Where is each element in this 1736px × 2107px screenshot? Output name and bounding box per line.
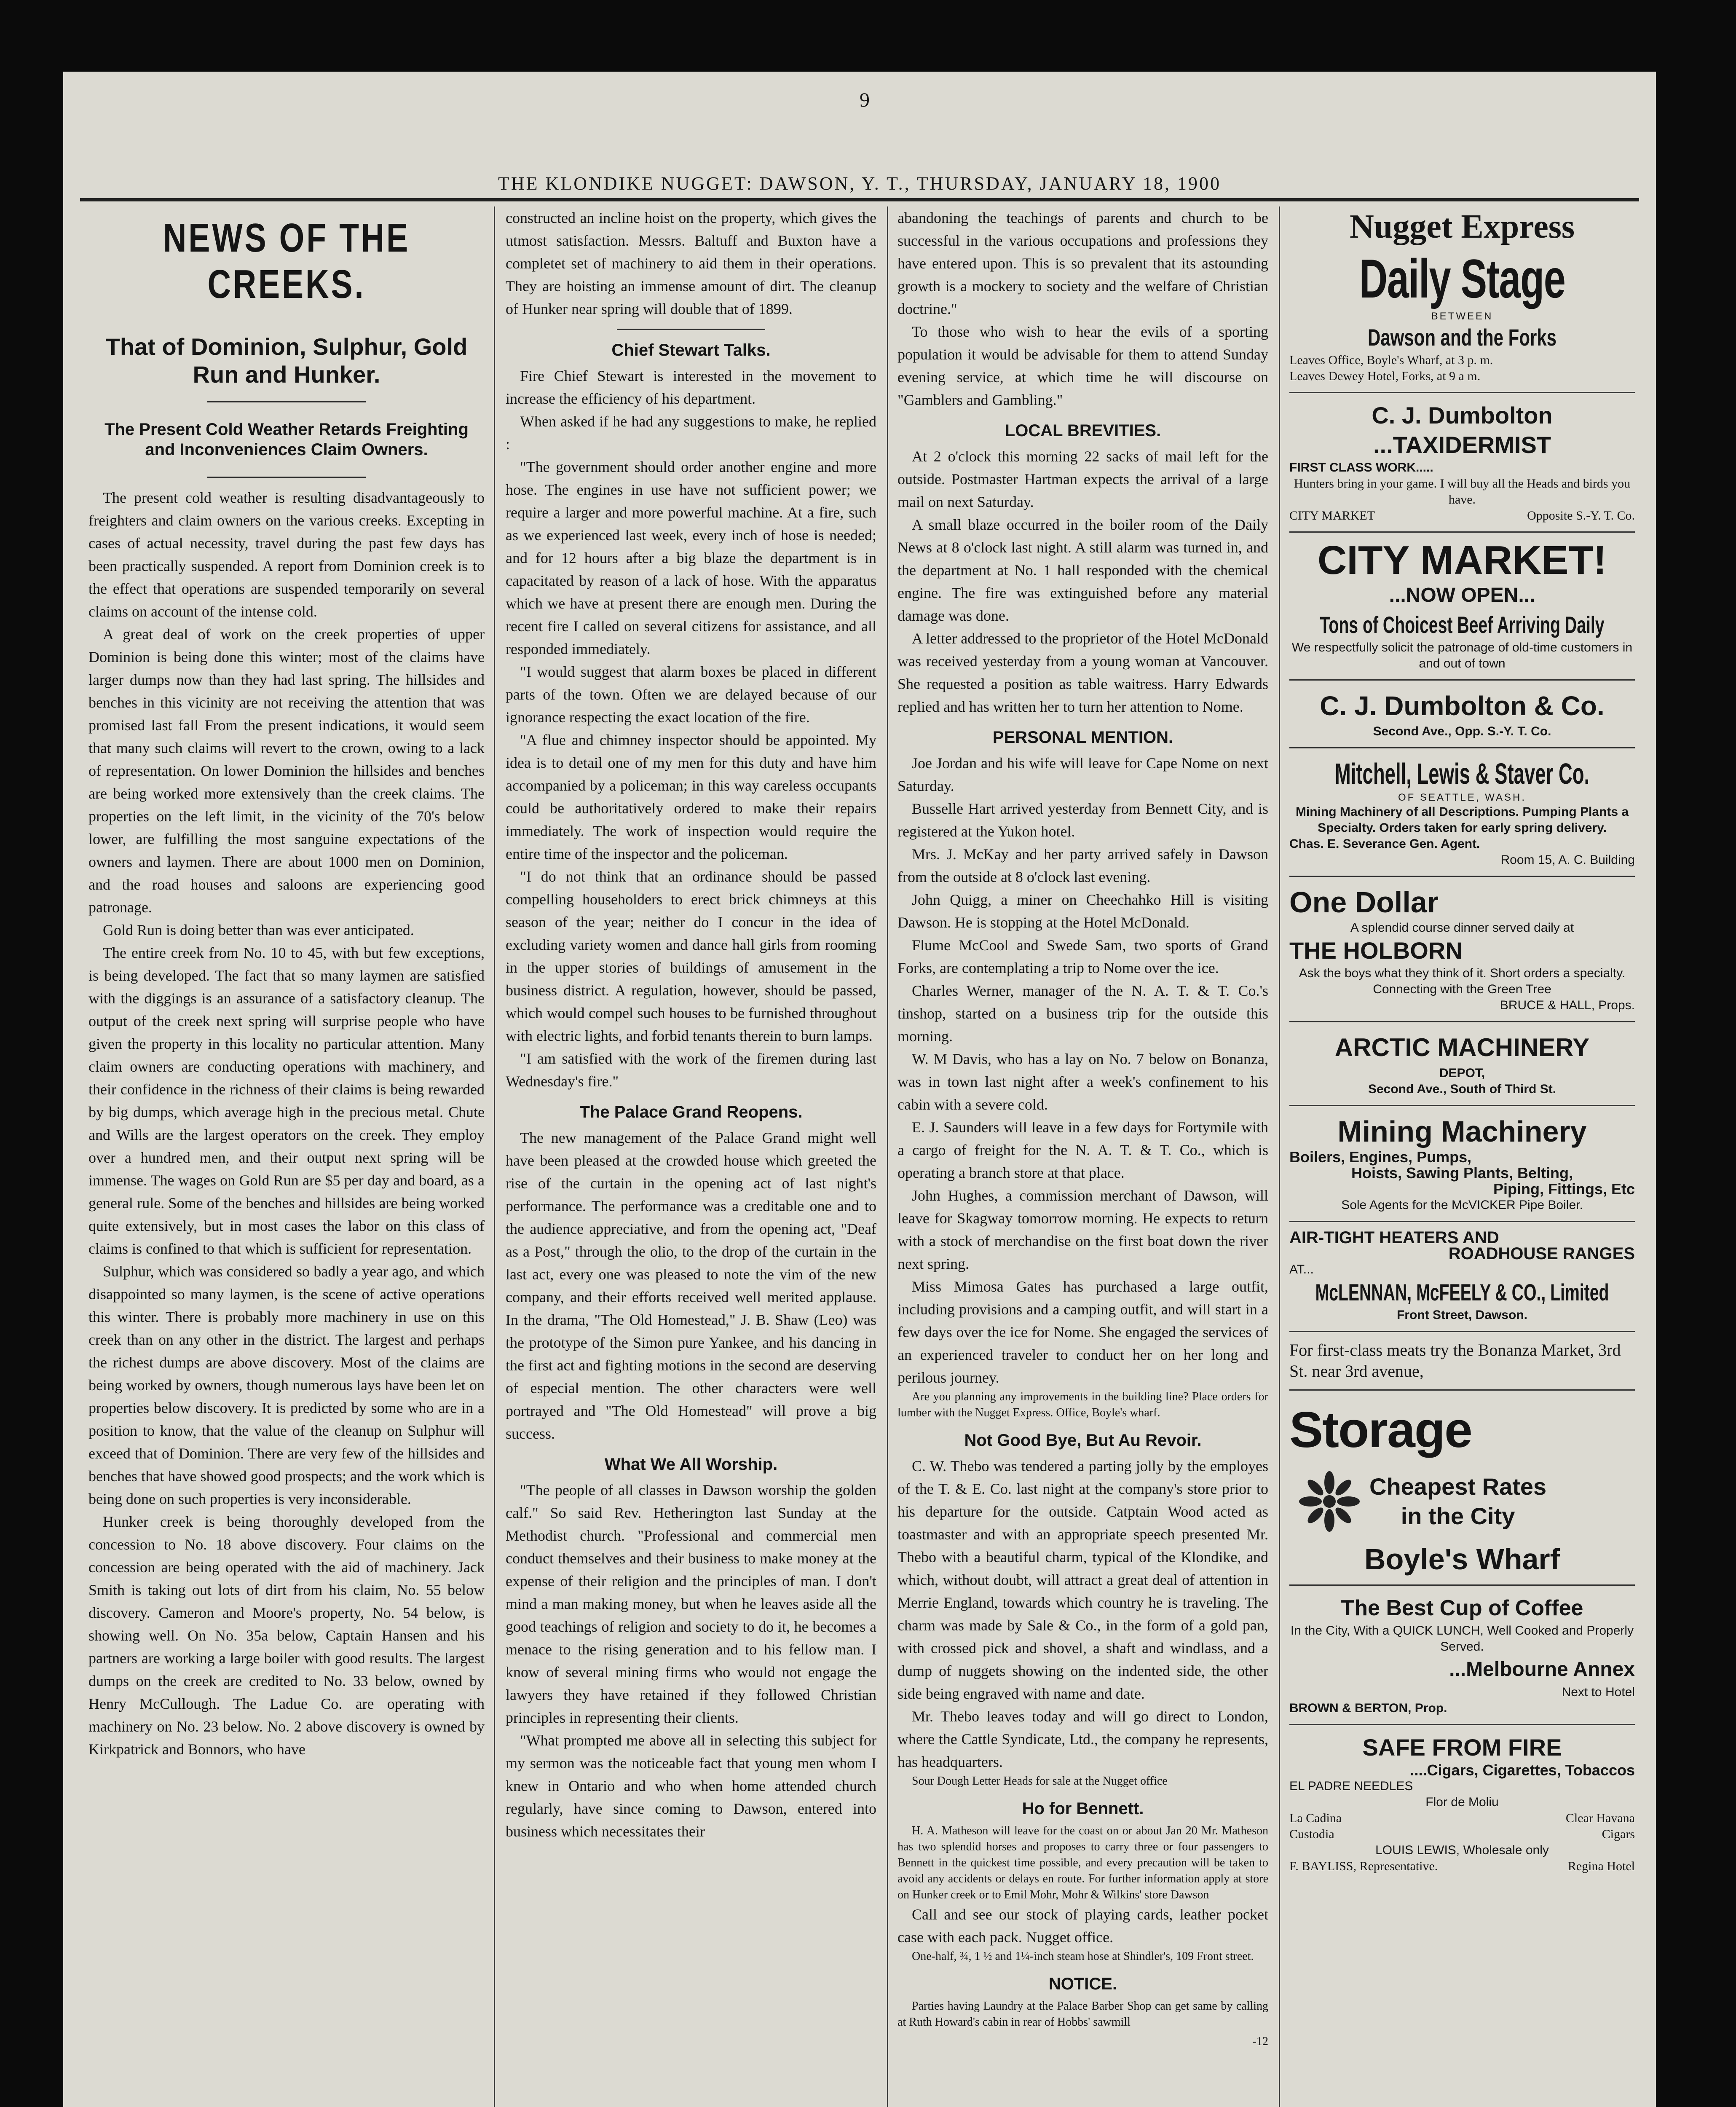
ad-respectfully: We respectfully solicit the patronage of old-time customers in and out of town [1291, 641, 1633, 670]
article-paragraph: The present cold weather is resulting disadvantageously to freighters and claim owners on the various creeks. Excepting in cases of actual necessity, travel during the past few days has been practically suspended. A report from Dominion creek is to the effect that operations are suspended temporarily on several claims on account of the intense cold. [88, 489, 485, 620]
divider [1289, 1221, 1635, 1222]
ad-opposite: Opposite S.-Y. T. Co. [1527, 509, 1635, 523]
small-ad: Sour Dough Letter Heads for sale at the Nugget office [912, 1775, 1168, 1788]
ad-mclennan: McLENNAN, McFEELY & CO., Limited [1315, 1279, 1609, 1305]
article-paragraph: A small blaze occurred in the boiler room of the Daily News at 8 o'clock last night. A still alarm was turned in, and the department at No. 1 hall responded with the chemical engine. The fire was extinguished before any material damage was done. [897, 516, 1268, 624]
article-paragraph: A letter addressed to the proprietor of the Hotel McDonald was received yesterday from a young woman at Vancouver. She requested a position as table waitress. Harry Edwards replied and has written her to turn her attention to Nome. [897, 630, 1268, 715]
divider [1289, 392, 1635, 393]
article-paragraph: Sulphur, which was considered so badly a year ago, and which disappointed so many laymen, is the scene of active operations this winter. There is probably more machinery in use on this creek than on any other in the district. The largest and perhaps the richest dumps are above discovery. Most of the claims are being worked by owners, though numerous lays have been let on properties below discovery. It is predicted by some who are in a position to know, that the value of the cleanup on Sulphur will exceed that of Dominion. There are very few of the hillsides and benches that have showed good prospects; and the work which is being done on such properties is very inconsiderable. [88, 1263, 485, 1507]
small-ad: One-half, ¾, 1 ½ and 1¼-inch steam hose at Shindler's, 109 Front street. [912, 1950, 1254, 1963]
ad-leaves-2: Leaves Dewey Hotel, Forks, at 9 a m. [1289, 369, 1481, 383]
ad-hunters: Hunters bring in your game. I will buy all the Heads and birds you have. [1294, 477, 1631, 507]
article-paragraph: Busselle Hart arrived yesterday from Bennett City, and is registered at the Yukon hotel. [897, 800, 1268, 840]
article-paragraph: "The government should order another engine and more hose. The engines in use have not sufficient power; we require a larger and more powerful machine. At a fire, such as we experienced last week, every inch of hose is needed; and for 12 hours after a big blaze the department is in capacitated by reason of a lack of hose. With the apparatus which we have at present there are enough men. During the recent fire I called on several citizens for assistance, and all responded immediately. [506, 458, 876, 657]
ad-city-market: CITY MARKET! [1317, 538, 1607, 583]
column-rule [887, 206, 888, 2107]
small-ad-text: H. A. Matheson will leave for the coast on or about Jan 20 Mr. Matheson has two splendid horses and proposes to carry three or four passengers to Bennett in the quickest time possible, and every precaution will be taken to avoid any accidents or delays en route. For further information apply at store on Hunker creek or to Emil Mohr, Mohr & Wilkins' store Dawson [897, 1824, 1268, 1901]
ad-la-cadina: La Cadina [1289, 1811, 1342, 1825]
subheading: What We All Worship. [604, 1455, 778, 1474]
divider [1289, 1105, 1635, 1106]
ad-second-ave: Second Ave., Opp. S.-Y. T. Co. [1373, 724, 1551, 738]
article-paragraph: At 2 o'clock this morning 22 sacks of mail left for the outside. Postmaster Hartman expects the arrival of a large mail on next Saturday. [897, 448, 1268, 510]
ad-front-street: Front Street, Dawson. [1396, 1308, 1528, 1322]
ad-in-the-city: in the City [1401, 1503, 1515, 1529]
flower-ornament-icon [1298, 1470, 1361, 1533]
ad-piping: Piping, Fittings, Etc [1493, 1180, 1635, 1198]
ad-daily-stage: Daily Stage [1359, 248, 1565, 309]
article-paragraph: W. M Davis, who has a lay on No. 7 below on Bonanza, was in town last night after a week's confinement to his cabin with a severe cold. [897, 1051, 1268, 1113]
ad-mining-machinery-text: Mining Machinery of all Descriptions. Pumping Plants a Specialty. Orders taken for early spring delivery. [1295, 805, 1629, 835]
article-paragraph: Flume McCool and Swede Sam, two sports of Grand Forks, are contemplating a trip to Nome over the ice. [897, 937, 1268, 976]
ad-cigar-brands [1289, 1810, 1635, 1826]
column-rule [494, 206, 495, 2107]
ad-regina: Regina Hotel [1567, 1859, 1635, 1873]
article-paragraph: "A flue and chimney inspector should be appointed. My idea is to detail one of my men for this duty and have him accompanied by a policeman; in this way careless occupants could be authoritatively ordered to make their repairs immediately. The work of inspection would require the entire time of the inspector and the policeman. [506, 732, 876, 862]
ad-room: Room 15, A. C. Building [1500, 853, 1635, 867]
subheading: Chief Stewart Talks. [611, 341, 771, 359]
masthead-rule [80, 198, 1639, 201]
notice-title: NOTICE. [1048, 1975, 1117, 1993]
ad-boyles-wharf: Boyle's Wharf [1364, 1543, 1560, 1576]
ad-custodia: Custodia [1289, 1827, 1334, 1841]
divider [1289, 531, 1635, 533]
article-paragraph: abandoning the teachings of parents and church to be successful in the various occupations and professions they have entered upon. This is so prevalent that its astounding growth is a mockery to society and the welfare of Christian doctrine." [897, 209, 1268, 317]
ad-brown-berton: BROWN & BERTON, Prop. [1289, 1701, 1447, 1715]
subheading: PERSONAL MENTION. [992, 728, 1173, 747]
ad-cigars-2: Cigars [1602, 1827, 1635, 1841]
ad-arctic-machinery: ARCTIC MACHINERY [1334, 1033, 1590, 1062]
ad-holborn: THE HOLBORN [1289, 937, 1463, 964]
article-paragraph: "The people of all classes in Dawson worship the golden calf." So said Rev. Hetherington last Sunday at the Methodist church. "Professional and commercial men conduct themselves and their business to make money at the expense of their religion and the principles of man. I don't mind a man making money, but when he leaves aside all the good teachings of religion and society to do it, he becomes a menace to the rising generation and to his fellow man. I know of several mining firms who would not engage the lawyers they have retained if they followed Christian principles in representing their clients. [506, 1482, 876, 1726]
page-number: 9 [860, 89, 870, 111]
ad-bruce-hall: BRUCE & HALL, Props. [1500, 998, 1635, 1012]
ad-melbourne-annex: ...Melbourne Annex [1449, 1658, 1635, 1681]
subheading: The Palace Grand Reopens. [579, 1103, 803, 1121]
article-paragraph: A great deal of work on the creek properties of upper Dominion is being done this winter; most of the claims have larger dumps now than they had last spring. The hillsides and benches in this vicinity are not receiving the attention that was promised last fall From the present indications, it would seem that many such claims will revert to the crown, owing to a lack of representation. On lower Dominion the hillsides and benches are being worked more extensively than the creek claims. The properties on the left limit, in the vicinity of the 70's below lower, are fulfilling the most sanguine expectations of the owners and laymen. There are about 1000 men on Dominion, and the road houses and saloons are experiencing good patronage. [88, 626, 485, 916]
notice-ref: -12 [1252, 2035, 1268, 2048]
ad-bonanza-market: For first-class meats try the Bonanza Market, 3rd St. near 3rd avenue, [1289, 1340, 1621, 1381]
ad-storage: Storage [1289, 1402, 1472, 1458]
article-paragraph: C. W. Thebo was tendered a parting jolly by the employes of the T. & E. Co. last night at the company's store prior to his departure for the outside. Catptain Wood acted as toastmaster and with an appropriate speech presented Mr. Thebo with a beautiful charm, typical of the Klondike, and which, without doubt, will attract a great deal of attention in Merrie England, towards which country he is traveling. The charm was made by Sale & Co., in the form of a gold pan, with crossed pick and shovel, a shaft and windlass, and a dump of nuggets showing on the indented side, the other side being engraved with name and date. [897, 1458, 1268, 1702]
ad-of-seattle: OF SEATTLE, WASH. [1398, 792, 1527, 803]
small-notice: Are you planning any improvements in the building line? Place orders for lumber with the Nugget Express. Office, Boyle's wharf. [897, 1390, 1268, 1419]
article-paragraph: "I would suggest that alarm boxes be placed in different parts of the town. Often we are delayed because of our ignorance respecting the exact location of the fire. [506, 663, 876, 726]
column-1 [88, 206, 485, 2107]
divider [1289, 876, 1635, 877]
ad-el-padre: EL PADRE NEEDLES [1289, 1779, 1413, 1793]
divider [1289, 679, 1635, 681]
ad-roadhouse: ROADHOUSE RANGES [1448, 1244, 1635, 1263]
ad-between: BETWEEN [1431, 311, 1493, 322]
ad-dawson-forks: Dawson and the Forks [1367, 324, 1557, 351]
ad-now-open: ...NOW OPEN... [1389, 584, 1535, 606]
article-paragraph: When asked if he had any suggestions to make, he replied : [506, 413, 876, 453]
article-paragraph: "What prompted me above all in selecting this subject for my sermon was the noticeable fact that young men whom I knew in Ontario and who when home attended church regularly, have since coming to Dawson, entered into business which necessitates their [506, 1732, 876, 1840]
article-paragraph: Joe Jordan and his wife will leave for Cape Nome on next Saturday. [897, 755, 1268, 794]
deck-headline: That of Dominion, Sulphur, Gold Run and Hunker. [105, 333, 468, 388]
divider [207, 477, 366, 478]
article-paragraph: The entire creek from No. 10 to 45, with but few exceptions, is being developed. The fact that so many laymen are satisfied with the diggings is an assurance of a satisfactory cleanup. The output of the creek next spring will surprise people who have given the property in this locality no particular attention. Many claim owners are conducting operations with machinery, and their confidence in the richness of their claims is being rewarded by big dumps, which average high in the precious metal. Chute and Wills are the largest operators on the creek. They employ over a hundred men, and their output next spring will be immense. The wages on Gold Run are $5 per day and board, as a general rule. Some of the benches and hillsides are being worked quite extensively, but in most cases the labor on this class of claims is confined to that which is sufficient for representation. [88, 944, 485, 1257]
divider [617, 329, 765, 330]
subheading: Not Good Bye, But Au Revoir. [964, 1431, 1202, 1450]
ad-hoists: Hoists, Sawing Plants, Belting, [1351, 1164, 1573, 1182]
notice-text: Parties having Laundry at the Palace Barber Shop can get same by calling at Ruth Howard's cabin in rear of Hobbs' sawmill [897, 2000, 1268, 2029]
ad-leaves-1: Leaves Office, Boyle's Wharf, at 3 p. m. [1289, 353, 1493, 367]
article-paragraph: Mr. Thebo leaves today and will go direct to London, where the Cattle Syndicate, Ltd., the company he represents, has headquarters. [897, 1708, 1268, 1770]
ad-tons-of-beef: Tons of Choicest Beef Arriving Daily [1320, 611, 1605, 638]
ad-dumbolton-name: C. J. Dumbolton [1372, 402, 1553, 429]
divider [1289, 1021, 1635, 1022]
column-3 [897, 206, 1268, 2107]
newspaper-page [63, 72, 1656, 2107]
article-paragraph: Fire Chief Stewart is interested in the movement to increase the efficiency of his department. [506, 367, 876, 407]
small-ad: Call and see our stock of playing cards, leather pocket case with each pack. Nugget office. [897, 1906, 1268, 1946]
ad-clear-havana: Clear Havana [1565, 1811, 1635, 1825]
ad-first-class: FIRST CLASS WORK..... [1289, 461, 1433, 474]
divider [1289, 1331, 1635, 1332]
article-paragraph: John Hughes, a commission merchant of Dawson, will leave for Skagway tomorrow morning. He expects to return with a stock of merchandise on the first boat down the river next spring. [897, 1187, 1268, 1272]
ad-mitchell-lewis-staver: Mitchell, Lewis & Staver Co. [1334, 757, 1590, 790]
article-paragraph: To those who wish to hear the evils of a sporting population it would be advisable for them to attend Sunday evening service, at which time he will discourse on "Gamblers and Gambling." [897, 323, 1268, 408]
column-rule [1279, 206, 1280, 2107]
ad-cigar-brands-2 [1289, 1826, 1635, 1842]
ad-one-dollar: One Dollar [1289, 886, 1439, 919]
headline: NEWS OF THE CREEKS. [163, 215, 410, 307]
ad-depot: DEPOT, [1439, 1066, 1485, 1080]
deck-subheadline: The Present Cold Weather Retards Freighting and Inconveniences Claim Owners. [104, 420, 469, 459]
ad-severance: Chas. E. Severance Gen. Agent. [1289, 837, 1480, 851]
divider [1289, 1389, 1635, 1391]
ad-city-market-small: CITY MARKET [1289, 509, 1375, 523]
ad-quick-lunch: In the City, With a QUICK LUNCH, Well Cooked and Properly Served. [1290, 1624, 1634, 1654]
ad-bayliss-line [1289, 1858, 1635, 1874]
article-paragraph: constructed an incline hoist on the property, which gives the utmost satisfaction. Messrs. Baltuff and Buxton have a completet set of machinery to aid them in their operations. They are hoisting an immense amount of dirt. The cleanup of Hunker near spring will double that of 1899. [506, 209, 876, 317]
article-paragraph: E. J. Saunders will leave in a few days for Fortymile with a cargo of freight for the N. A. T. & T. Co., which is operating a branch store at that place. [897, 1119, 1268, 1181]
article-paragraph: Miss Mimosa Gates has purchased a large outfit, including provisions and a camping outfit, and will start in a few days over the ice for Nome. She engaged the services of an experienced traveler to conduct her on her long and perilous journey. [897, 1278, 1268, 1386]
article-paragraph: Charles Werner, manager of the N. A. T. & T. Co.'s tinshop, started on a business trip for the outside this morning. [897, 982, 1268, 1045]
ad-louis-lewis: LOUIS LEWIS, Wholesale only [1375, 1843, 1549, 1857]
column-2 [506, 206, 876, 2107]
article-paragraph: "I do not think that an ordinance should be passed compelling householders to erect brick chimneys at this season of the year; neither do I concur in the idea of excluding variety women and dance hall girls from rooming in the upper stories of buildings of amusement in the business district. A regulation, however, should be passed, which would compel such houses to be furnished throughout with electric lights, and forbid tenants therein to burn lamps. [506, 868, 876, 1044]
ad-taxidermist: ...TAXIDERMIST [1373, 432, 1551, 458]
ad-sole-agents: Sole Agents for the McVICKER Pipe Boiler. [1341, 1198, 1583, 1212]
divider [1289, 747, 1635, 748]
ad-nugget-express: Nugget Express [1349, 208, 1575, 245]
ad-mining-machinery: Mining Machinery [1337, 1115, 1587, 1148]
ad-air-tight: AIR-TIGHT HEATERS AND [1289, 1228, 1499, 1247]
ad-dumbolton-co: C. J. Dumbolton & Co. [1320, 691, 1605, 721]
article-paragraph: "I am satisfied with the work of the firemen during last Wednesday's fire." [506, 1050, 876, 1090]
ad-best-coffee: The Best Cup of Coffee [1341, 1596, 1583, 1620]
article-paragraph: John Quigg, a miner on Cheechahko Hill is visiting Dawson. He is stopping at the Hotel McDonald. [897, 891, 1268, 931]
ad-ask-boys: Ask the boys what they think of it. Short orders a specialty. Connecting with the Green Tree [1299, 966, 1626, 996]
article-paragraph: Mrs. J. McKay and her party arrived safely in Dawson from the outside at 8 o'clock last evening. [897, 846, 1268, 885]
divider [1289, 1584, 1635, 1586]
divider [1289, 1724, 1635, 1725]
subheading: LOCAL BREVITIES. [1005, 421, 1161, 440]
article-paragraph: Gold Run is doing better than was ever anticipated. [103, 922, 414, 938]
ad-storage-body [1289, 1461, 1635, 1541]
masthead-line: THE KLONDIKE NUGGET: DAWSON, Y. T., THURSDAY, JANUARY 18, 1900 [498, 173, 1221, 194]
divider [207, 401, 366, 402]
ad-cheapest-rates: Cheapest Rates [1369, 1473, 1547, 1500]
ad-bayliss: F. BAYLISS, Representative. [1289, 1859, 1438, 1873]
ad-city-market-line [1289, 508, 1635, 524]
ad-splendid-dinner: A splendid course dinner served daily at [1350, 921, 1574, 935]
article-paragraph: The new management of the Palace Grand might well have been pleased at the crowded house which greeted the rise of the curtain in the opening act of last night's performance. The performance was a creditable one and to the audience appreciative, and from the opening act, "Deaf as a Post," through the olio, to the drop of the curtain in the last act, every one was pleased to note the vim of the new company, and their efforts received well merited applause. In the drama, "The Old Homestead," J. B. Shaw (Leo) was the prototype of the Simon pure Yankee, and his dancing in the first act and fighting motions in the second are deserving of especial mention. The other characters were well portrayed and "The Old Homestead" will prove a big success. [506, 1129, 876, 1442]
ad-next-hotel: Next to Hotel [1562, 1685, 1635, 1699]
ad-flor: Flor de Moliu [1425, 1795, 1499, 1809]
ad-safe-from-fire: SAFE FROM FIRE [1362, 1734, 1562, 1761]
ad-boilers: Boilers, Engines, Pumps, [1289, 1148, 1472, 1166]
subheading: Ho for Bennett. [1022, 1799, 1144, 1818]
ad-arctic-address: Second Ave., South of Third St. [1368, 1082, 1557, 1096]
ad-cigars: ....Cigars, Cigarettes, Tobaccos [1410, 1761, 1635, 1779]
ad-at: AT... [1289, 1263, 1314, 1276]
column-4-ads [1289, 206, 1635, 2107]
article-paragraph: Hunker creek is being thoroughly developed from the concession to No. 18 above discovery. Four claims on the concession are being operated with the aid of machinery. Jack Smith is taking out lots of dirt from his claim, No. 55 below discovery. Cameron and Moore's property, No. 54 below, is showing well. On No. 35a below, Captain Hansen and his partners are working a large boiler with good results. The largest dumps on the creek are credited to No. 33 below, owned by Henry McCullough. The Ladue Co. are operating with machinery on No. 23 below. No. 2 above discovery is owned by Kirkpatrick and Bonnors, who have [88, 1513, 485, 1758]
